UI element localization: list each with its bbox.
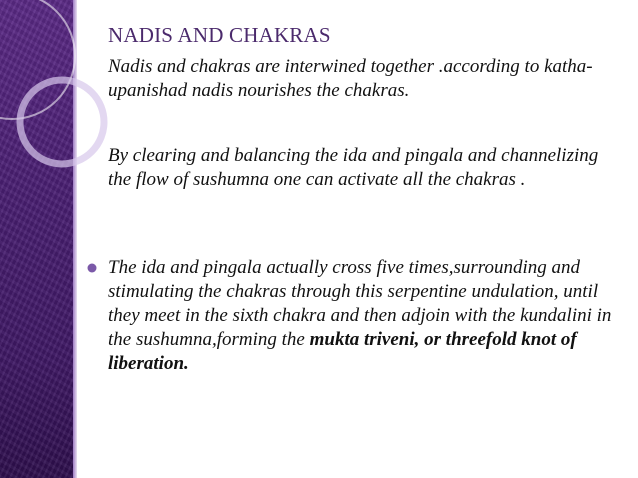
paragraph-3 bbox=[108, 256, 618, 376]
bullet-icon bbox=[87, 263, 97, 273]
paragraph-3-bold-text: mukta triveni, or threefold knot of liberation. bbox=[108, 329, 577, 374]
ring-upper bbox=[0, 0, 75, 119]
slide-title: NADIS AND CHAKRAS bbox=[108, 23, 331, 47]
paragraph-3-text: The ida and pingala actually cross five times,surrounding and stimulating the chakras through this serpentine undulation, until they meet in the sixth chakra and then adjoin with the kundalini in the sushumna,forming the bbox=[108, 257, 612, 350]
paragraph-1: Nadis and chakras are interwined together .according to katha-upanishad nadis nourishes the chakras. bbox=[108, 56, 593, 101]
slide-content bbox=[85, 0, 625, 478]
paragraph-2: By clearing and balancing the ida and pingala and channelizing the flow of sushumna one can activate all the chakras . bbox=[108, 145, 599, 190]
